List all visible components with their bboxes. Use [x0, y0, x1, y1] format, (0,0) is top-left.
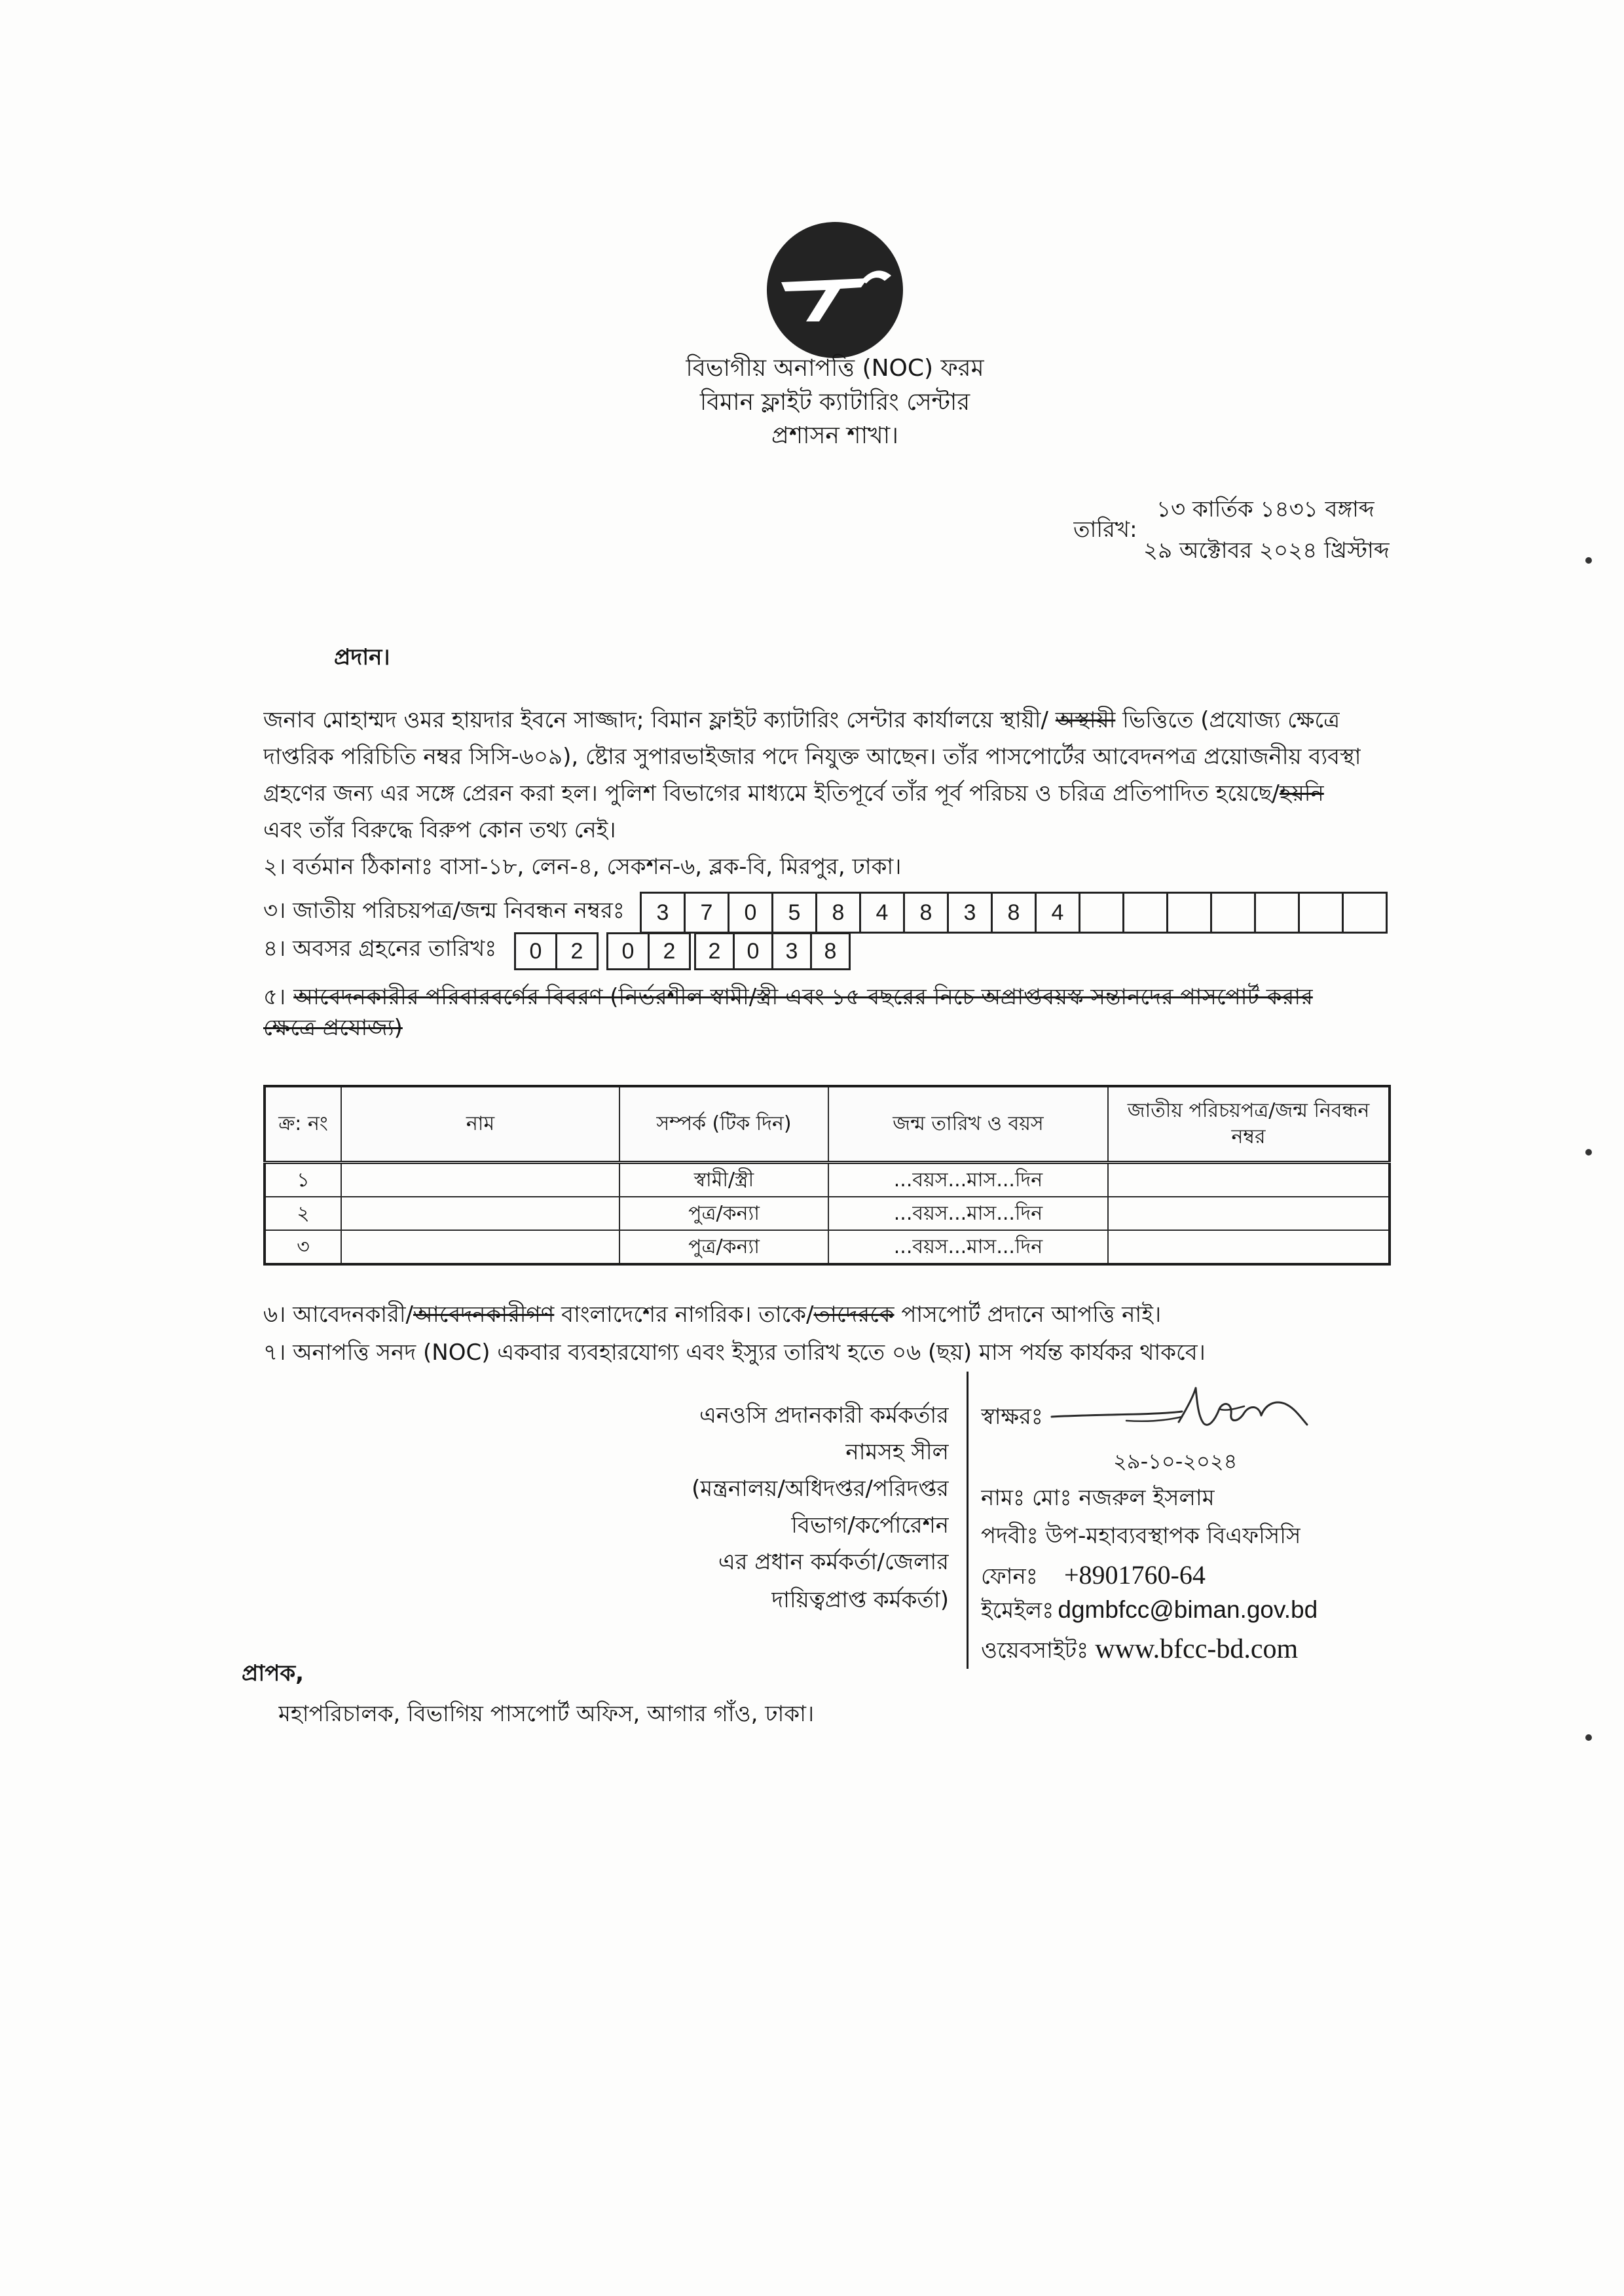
signature-label: স্বাক্ষরঃ	[981, 1404, 1043, 1430]
cell-nid	[1108, 1163, 1390, 1197]
header-name: নাম	[341, 1086, 619, 1163]
cell-serial: ২	[265, 1197, 341, 1230]
digit-box: 5	[773, 892, 817, 934]
memo-number-line	[263, 531, 747, 564]
family-details-line-1	[263, 981, 1313, 1013]
signature-divider	[967, 1372, 969, 1669]
form-title: বিভাগীয় অনাপত্তি (NOC) ফরম	[686, 355, 984, 382]
cell-relation: স্বামী/স্ত্রী	[619, 1163, 828, 1197]
email-value: dgmbfcc@biman.gov.bd	[1058, 1596, 1318, 1623]
digit-box: 0	[516, 932, 557, 970]
header-relation: সম্পর্ক (টিক দিন)	[619, 1086, 828, 1163]
biman-logo-icon	[763, 218, 907, 362]
issuer-note-line: বিভাগ/কর্পোরেশন	[791, 1512, 949, 1539]
digit-box: 3	[949, 892, 993, 934]
struck-text: ক্ষেত্রে প্রযোজ্য)	[263, 1015, 403, 1041]
digit-box	[1168, 892, 1212, 934]
digit-box: 8	[812, 932, 851, 970]
handwritten-signature	[1048, 1383, 1323, 1442]
header-nid: জাতীয় পরিচয়পত্র/জন্ম নিবন্ধন নম্বর	[1108, 1086, 1390, 1163]
cell-birth-age: ...বয়স...মাস...দিন	[828, 1197, 1108, 1230]
cell-nid	[1108, 1197, 1390, 1230]
digit-box: 0	[735, 932, 773, 970]
digit-box	[1256, 892, 1300, 934]
family-details-line-2	[263, 1011, 403, 1044]
digit-box	[1124, 892, 1168, 934]
header-serial: ক্র: নং	[265, 1086, 341, 1163]
body-text: ৬। আবেদনকারী/	[263, 1302, 414, 1328]
cell-birth-age: ...বয়স...মাস...দিন	[828, 1163, 1108, 1197]
retirement-date-label: ৪। অবসর গ্রহনের তারিখঃ	[263, 936, 497, 962]
retirement-day-boxes	[514, 932, 599, 970]
website-label: ওয়েবসাইটঃ	[981, 1637, 1089, 1664]
signatory-designation: পদবীঃ উপ-মহাব্যবস্থাপক বিএফসিসি	[981, 1523, 1301, 1549]
digit-box	[1080, 892, 1124, 934]
cell-name	[341, 1230, 619, 1264]
signatory-name: নামঃ মোঃ নজরুল ইসলাম	[981, 1485, 1215, 1511]
digit-box: 4	[861, 892, 905, 934]
struck-text: আবেদনকারীর পরিবারবর্গের বিবরণ (নির্ভরশীল স্বামী/স্ত্রী এবং ১৫ বছরের নিচে অপ্রাপ্তবয়স্ক সন্তানদের পাসপোর্ট করার	[293, 984, 1313, 1010]
signatory-website	[981, 1631, 1298, 1667]
issuer-note-line: নামসহ সীল	[845, 1439, 949, 1465]
digit-box	[1300, 892, 1344, 934]
body-text: পাসপোর্ট প্রদানে আপত্তি নাই।	[894, 1302, 1162, 1328]
date-bangla: ১৩ কার্তিক ১৪৩১ বঙ্গাব্দ	[1156, 496, 1375, 522]
body-text: বাংলাদেশের নাগরিক। তাকে/	[554, 1302, 814, 1328]
digit-box: 4	[1037, 892, 1080, 934]
table-row	[265, 1197, 1390, 1230]
body-text: জনাব মোহাম্মদ ওমর হায়দার ইবনে সাজ্জাদ; বিমান ফ্লাইট ক্যাটারিং সেন্টার কার্যালয়ে স্থায়ী/	[263, 707, 1056, 733]
retirement-year-boxes	[694, 932, 851, 970]
body-line-3	[263, 777, 1324, 810]
digit-box: 8	[993, 892, 1037, 934]
scan-mark	[1585, 1734, 1592, 1741]
item-number: ৫।	[263, 984, 286, 1010]
body-text: গ্রহণের জন্য এর সঙ্গে প্রেরন করা হল। পুলিশ বিভাগের মাধ্যমে ইতিপূর্বে তাঁর পূর্ব পরিচয় ও চরিত্র প্রতিপাদিত হয়েছে/	[263, 780, 1280, 807]
signatory-phone	[981, 1558, 1206, 1593]
digit-box: 8	[905, 892, 949, 934]
signatory-email	[981, 1592, 1318, 1628]
cell-birth-age: ...বয়স...মাস...দিন	[828, 1230, 1108, 1264]
cell-relation: পুত্র/কন্যা	[619, 1230, 828, 1264]
scan-mark	[1585, 1149, 1592, 1156]
body-line-1	[263, 704, 1340, 737]
issuer-note-line: এর প্রধান কর্মকর্তা/জেলার	[718, 1549, 949, 1575]
digit-box	[1344, 892, 1388, 934]
digit-box: 0	[608, 932, 650, 970]
retirement-month-boxes	[606, 932, 691, 970]
digit-box: 3	[773, 932, 812, 970]
citizenship-statement	[263, 1298, 1161, 1331]
branch-name: প্রশাসন শাখা।	[771, 422, 899, 449]
issuer-note-line: (মন্ত্রনালয়/অধিদপ্তর/পরিদপ্তর	[692, 1476, 949, 1502]
table-row	[265, 1163, 1390, 1197]
cell-name	[341, 1163, 619, 1197]
digit-box	[1212, 892, 1256, 934]
recipient-label: প্রাপক,	[242, 1660, 304, 1686]
struck-text: হয়নি	[1279, 780, 1324, 807]
organization-name: বিমান ফ্লাইট ক্যাটারিং সেন্টার	[699, 389, 970, 416]
digit-box: 3	[642, 892, 686, 934]
cell-name	[341, 1197, 619, 1230]
digit-box: 7	[686, 892, 729, 934]
struck-text: অস্থায়ী	[1055, 707, 1116, 733]
cell-serial: ৩	[265, 1230, 341, 1264]
phone-value: +8901760-64	[1063, 1560, 1206, 1590]
struck-text: তাদেরকে	[813, 1302, 895, 1328]
date-label: তারিখ:	[1073, 517, 1137, 543]
email-label: ইমেইলঃ	[981, 1597, 1054, 1624]
website-value: www.bfcc-bd.com	[1095, 1634, 1299, 1664]
body-line-4: এবং তাঁর বিরুদ্ধে বিরুপ কোন তথ্য নেই।	[263, 817, 616, 843]
recipient-address: মহাপরিচালক, বিভাগিয় পাসপোর্ট অফিস, আগার গাঁও, ঢাকা।	[278, 1701, 815, 1727]
digit-box: 2	[650, 932, 691, 970]
subject-line-1	[263, 608, 1333, 640]
nid-label: ৩। জাতীয় পরিচয়পত্র/জন্ম নিবন্ধন নম্বরঃ	[263, 898, 625, 924]
scan-mark	[1585, 557, 1592, 564]
signed-date: ২৯-১০-২০২৪	[1113, 1449, 1238, 1474]
issuer-note-line: দায়িত্বপ্রাপ্ত কর্মকর্তা)	[771, 1587, 949, 1613]
validity-statement: ৭। অনাপত্তি সনদ (NOC) একবার ব্যবহারযোগ্য এবং ইস্যুর তারিখ হতে ০৬ (ছয়) মাস পর্যন্ত কার্যকর থাকবে।	[263, 1339, 1206, 1366]
issuer-note-line: এনওসি প্রদানকারী কর্মকর্তার	[699, 1402, 949, 1429]
table-header-row	[265, 1086, 1390, 1163]
cell-relation: পুত্র/কন্যা	[619, 1197, 828, 1230]
table-row	[265, 1230, 1390, 1264]
date-gregorian: ২৯ অক্টোবর ২০২৪ খ্রিস্টাব্দ	[1143, 538, 1390, 564]
family-table	[263, 1085, 1391, 1266]
digit-box: 8	[817, 892, 861, 934]
cell-nid	[1108, 1230, 1390, 1264]
digit-box: 2	[696, 932, 735, 970]
body-line-2: দাপ্তরিক পরিচিতি নম্বর সিসি-৬০৯), ষ্টোর সুপারভাইজার পদে নিযুক্ত আছেন। তাঁর পাসপোর্টের আবেদনপত্র প্রয়োজনীয় ব্যবস্থা	[263, 744, 1361, 770]
struck-text: আবেদনকারীগণ	[413, 1302, 555, 1328]
header-birth-age: জন্ম তারিখ ও বয়স	[828, 1086, 1108, 1163]
subject-line-2: প্রদান।	[334, 644, 390, 670]
nid-digit-boxes	[640, 892, 1388, 934]
body-text: ভিত্তিতে (প্রযোজ্য ক্ষেত্রে	[1115, 707, 1340, 733]
digit-box: 0	[729, 892, 773, 934]
phone-label: ফোনঃ	[981, 1563, 1038, 1590]
present-address: ২। বর্তমান ঠিকানাঃ বাসা-১৮, লেন-৪, সেকশন-৬, ব্লক-বি, মিরপুর, ঢাকা।	[263, 854, 902, 880]
digit-box: 2	[557, 932, 599, 970]
cell-serial: ১	[265, 1163, 341, 1197]
